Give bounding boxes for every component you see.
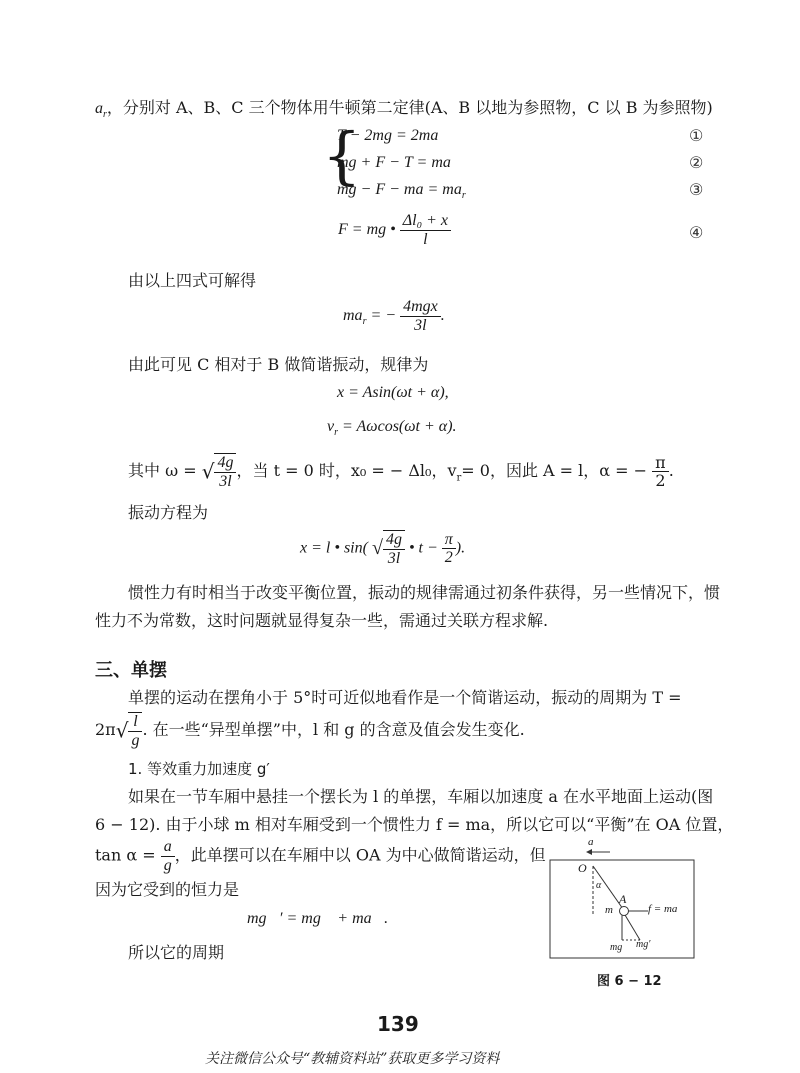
section-heading-pendulum: 三、单摆 bbox=[95, 660, 167, 681]
equation-4-numerator: Δl₀ + x bbox=[400, 212, 451, 231]
effective-gravity-arrow bbox=[625, 915, 640, 940]
where-pi-fraction bbox=[652, 454, 669, 490]
equation-4-fraction bbox=[400, 212, 451, 248]
tan-fraction bbox=[161, 838, 175, 874]
figure-6-12 bbox=[548, 836, 698, 961]
pendulum-sqrt-denominator: g bbox=[131, 731, 140, 749]
equation-4-denominator: l bbox=[423, 230, 428, 248]
intro-line: $a_r$，分别对 A、B、C 三个物体用牛顿第二定律(A、B 以地为参照物，C 以 B 为参照物) bbox=[95, 98, 713, 121]
tan-pre: tan α = bbox=[95, 845, 156, 865]
equation-brace: { bbox=[322, 119, 362, 192]
osc-pi-numerator: π bbox=[442, 531, 456, 550]
osc-pi-denominator: 2 bbox=[444, 549, 453, 567]
pendulum-bob bbox=[620, 907, 629, 916]
figure-label-mg: mg bbox=[610, 942, 623, 953]
figure-label-m: m bbox=[605, 904, 613, 916]
figure-caption: 图 6 − 12 bbox=[597, 974, 662, 989]
paragraph-1-line-1: 惯性力有时相当于改变平衡位置，振动的规律需通过初条件获得，另一些情况下，惯 bbox=[128, 583, 721, 602]
result-end: . bbox=[440, 306, 445, 324]
pendulum-sqrt-numerator: l bbox=[128, 713, 142, 732]
shm-v-lhs: v bbox=[327, 418, 335, 435]
oscillation-equation bbox=[300, 530, 465, 567]
result-numerator: 4mgx bbox=[400, 298, 441, 317]
where-sub: r bbox=[456, 472, 462, 484]
equation-2: mg + F − T = ma bbox=[337, 154, 451, 171]
osc-mid: • t − bbox=[408, 539, 438, 557]
where-sqrt-denominator: 3l bbox=[219, 472, 232, 490]
where-mid2: = 0，因此 A = l，α = − bbox=[461, 461, 648, 481]
equation-4-label: ④ bbox=[689, 225, 704, 242]
where-end: . bbox=[668, 461, 674, 481]
shm-v-sub: r bbox=[334, 427, 339, 439]
result-fraction bbox=[400, 298, 441, 334]
osc-pi-fraction bbox=[442, 531, 456, 567]
equation-3-sub: r bbox=[461, 190, 466, 202]
where-pi-numerator: π bbox=[652, 454, 669, 473]
figure-label-f: f = ma bbox=[648, 903, 678, 915]
equation-3-text: mg − F − ma = ma bbox=[337, 181, 462, 198]
oscillation-title: 振动方程为 bbox=[128, 503, 209, 522]
footer-note: 关注微信公众号“教辅资料站”获取更多学习资料 bbox=[205, 1051, 500, 1067]
where-pre: 其中 ω = bbox=[128, 461, 197, 481]
osc-pre: x = l • sin( bbox=[300, 539, 368, 557]
osc-sqrt: √ $\frac{4g}{3l}$ bbox=[372, 530, 405, 567]
equation-4 bbox=[338, 212, 451, 248]
intro-sub: r bbox=[103, 109, 107, 121]
equation-3-label: ③ bbox=[689, 182, 704, 199]
subsection-heading-1: 1. 等效重力加速度 g′ bbox=[128, 760, 270, 778]
figure-label-mg-prime: mg′ bbox=[636, 939, 651, 950]
figure-label-alpha: α bbox=[596, 880, 602, 891]
equation-1: T − 2mg = 2ma bbox=[337, 127, 439, 144]
where-line bbox=[128, 453, 674, 490]
pendulum-sqrt: √ $\frac{l}{g}$ bbox=[116, 712, 143, 749]
equation-4-lhs: F = mg • bbox=[338, 220, 396, 238]
tan-line bbox=[95, 838, 546, 874]
intro-text: ，分别对 A、B、C 三个物体用牛顿第二定律(A、B 以地为参照物，C 以 B 为参照物) bbox=[106, 98, 713, 117]
osc-end: ). bbox=[455, 539, 466, 557]
shm-v-equation bbox=[327, 418, 457, 438]
car-line-1: 如果在一节车厢中悬挂一个摆长为 l 的单摆，车厢以加速度 a 在水平地面上运动(图 bbox=[128, 787, 714, 806]
figure-label-O: O bbox=[578, 861, 587, 875]
tan-post: ，此单摆可以在车厢中以 OA 为中心做简谐运动，但 bbox=[174, 845, 546, 865]
result-eq: = − bbox=[370, 306, 397, 324]
osc-sqrt-denominator: 3l bbox=[387, 549, 401, 567]
pendulum-line-2 bbox=[95, 712, 525, 749]
tan-numerator: a bbox=[161, 838, 175, 857]
shm-text: 由此可见 C 相对于 B 做简谐振动，规律为 bbox=[128, 355, 429, 374]
result-sub: r bbox=[362, 315, 367, 327]
page-number: 139 bbox=[377, 1012, 419, 1036]
result-equation bbox=[343, 298, 445, 334]
paragraph-1-line-2: 性力不为常数，这时问题就显得复杂一些，需通过关联方程求解. bbox=[95, 611, 549, 630]
equation-1-label: ① bbox=[689, 128, 704, 145]
pendulum-period-prefix: 2π bbox=[95, 720, 116, 740]
pendulum-line-1: 单摆的运动在摆角小于 5°时可近似地看作是一个简谐运动，振动的周期为 T = bbox=[128, 688, 682, 707]
shm-x-equation: x = Asin(ωt + α), bbox=[337, 384, 449, 401]
car-line-2: 6 − 12). 由于小球 m 相对车厢受到一个惯性力 f = ma，所以它可以“平衡”在 OA 位置， bbox=[95, 815, 734, 834]
acceleration-arrowhead bbox=[586, 849, 592, 855]
solve-text: 由以上四式可解得 bbox=[128, 271, 257, 290]
shm-v-rhs: = Aωcos(ωt + α). bbox=[342, 418, 457, 435]
result-lhs: ma bbox=[343, 306, 363, 324]
constant-force-text: 因为它受到的恒力是 bbox=[95, 880, 240, 899]
where-sqrt-numerator: 4g bbox=[214, 454, 236, 473]
figure-label-A: A bbox=[619, 892, 627, 906]
where-pi-denominator: 2 bbox=[655, 471, 666, 491]
equation-3 bbox=[337, 181, 466, 201]
where-sqrt: √ $\frac{4g}{3l}$ bbox=[202, 453, 237, 490]
osc-sqrt-numerator: 4g bbox=[383, 531, 405, 550]
result-denominator: 3l bbox=[414, 316, 427, 334]
period-text: 所以它的周期 bbox=[128, 943, 225, 962]
pendulum-line-2-text: . 在一些“异型单摆”中，l 和 g 的含意及值会发生变化. bbox=[142, 720, 525, 740]
where-mid: ，当 t = 0 时，x₀ = − Δl₀，v bbox=[236, 461, 457, 481]
equation-2-label: ② bbox=[689, 155, 704, 172]
tan-denominator: g bbox=[163, 856, 172, 874]
force-equation: mg⃗′ = mg⃗ + ma⃗. bbox=[247, 910, 389, 927]
figure-label-a: a bbox=[588, 836, 594, 848]
